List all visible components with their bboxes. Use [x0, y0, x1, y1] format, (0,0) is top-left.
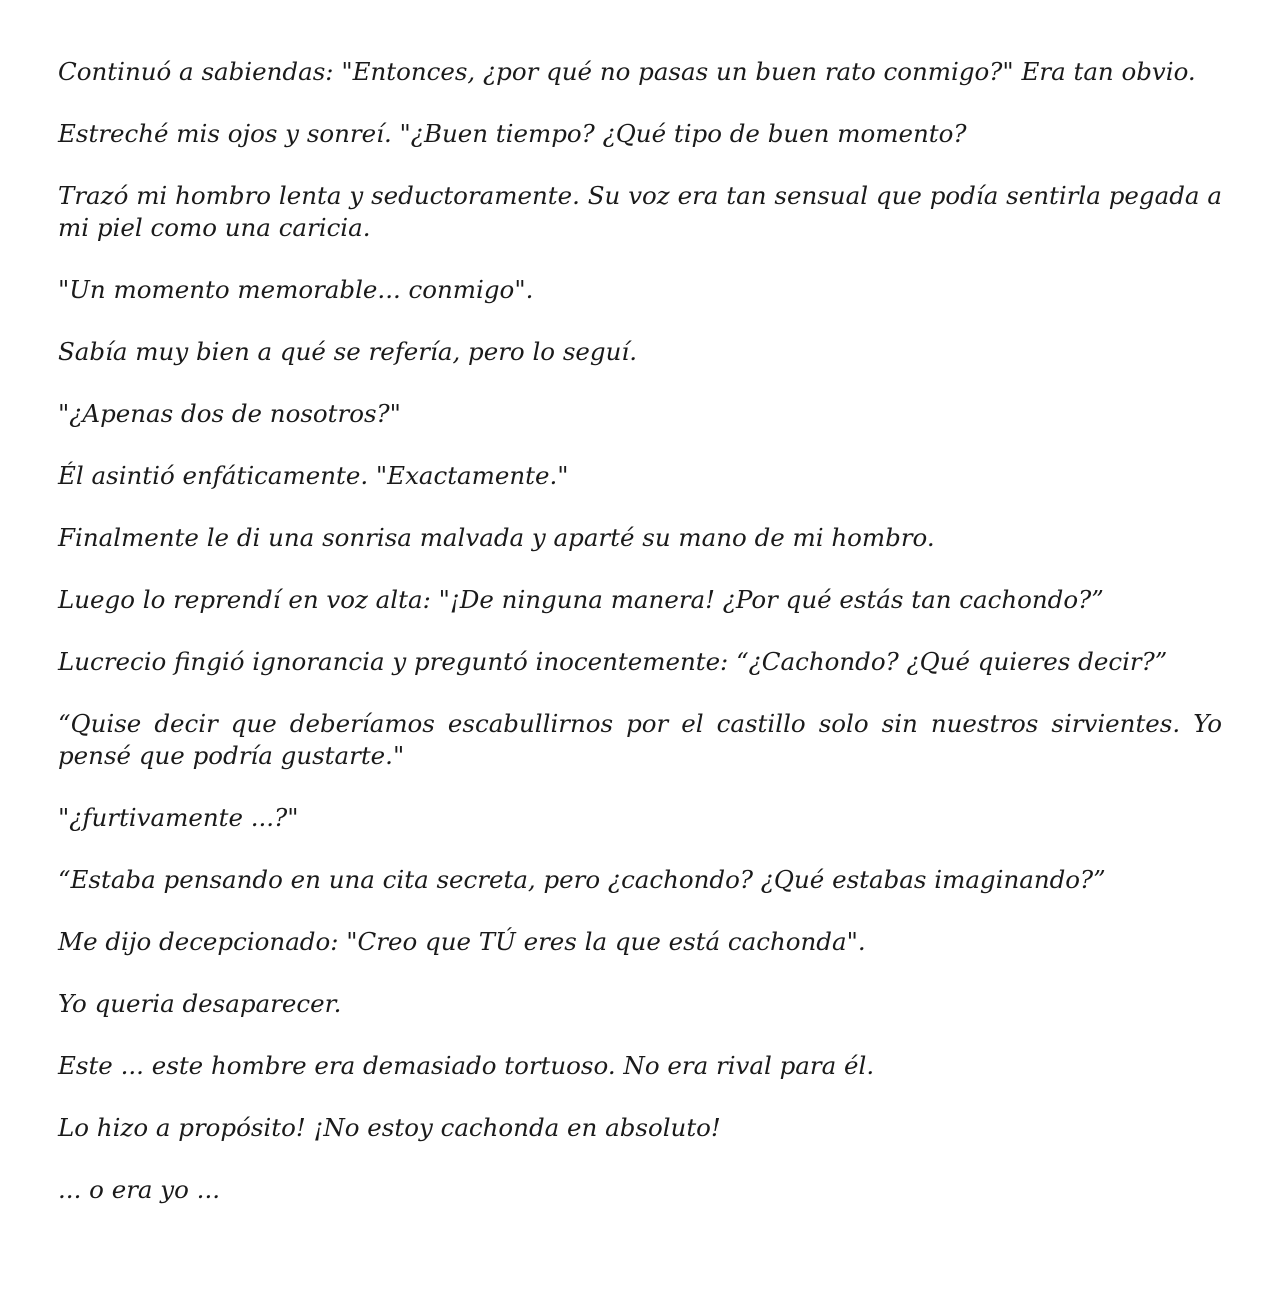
- document-body: [58, 56, 1222, 1206]
- paragraph: Yo queria desaparecer.: [58, 989, 342, 1018]
- paragraph: Me dijo decepcionado: "Creo que TÚ eres la que está cachonda".: [58, 927, 866, 956]
- paragraph: "Un momento memorable... conmigo".: [58, 275, 534, 304]
- paragraph: Continuó a sabiendas: "Entonces, ¿por qué no pasas un buen rato conmigo?" Era tan obvio.: [58, 57, 1196, 86]
- paragraph: ... o era yo ...: [58, 1175, 221, 1204]
- paragraph: Trazó mi hombro lenta y seductoramente. Su voz era tan sensual que podía sentirla pegada a mi piel como una caricia.: [58, 181, 1222, 242]
- paragraph: Lucrecio fingió ignorancia y preguntó inocentemente: “¿Cachondo? ¿Qué quieres decir?”: [58, 647, 1168, 676]
- paragraph: Luego lo reprendí en voz alta: "¡De ninguna manera! ¿Por qué estás tan cachondo?”: [58, 585, 1104, 614]
- paragraph: Finalmente le di una sonrisa malvada y aparté su mano de mi hombro.: [58, 523, 935, 552]
- paragraph: "¿Apenas dos de nosotros?": [58, 399, 401, 428]
- paragraph: Sabía muy bien a qué se refería, pero lo seguí.: [58, 337, 638, 366]
- paragraph: Él asintió enfáticamente. "Exactamente.": [58, 461, 569, 490]
- paragraph: “Estaba pensando en una cita secreta, pero ¿cachondo? ¿Qué estabas imaginando?”: [58, 865, 1106, 894]
- paragraph: "¿furtivamente ...?": [58, 803, 299, 832]
- paragraph: Este ... este hombre era demasiado tortuoso. No era rival para él.: [58, 1051, 875, 1080]
- paragraph: Estreché mis ojos y sonreí. "¿Buen tiempo? ¿Qué tipo de buen momento?: [58, 119, 967, 148]
- paragraph: “Quise decir que deberíamos escabullirnos por el castillo solo sin nuestros sirvientes. Yo pensé que podría gustarte.": [58, 709, 1222, 770]
- paragraph: Lo hizo a propósito! ¡No estoy cachonda en absoluto!: [58, 1113, 721, 1142]
